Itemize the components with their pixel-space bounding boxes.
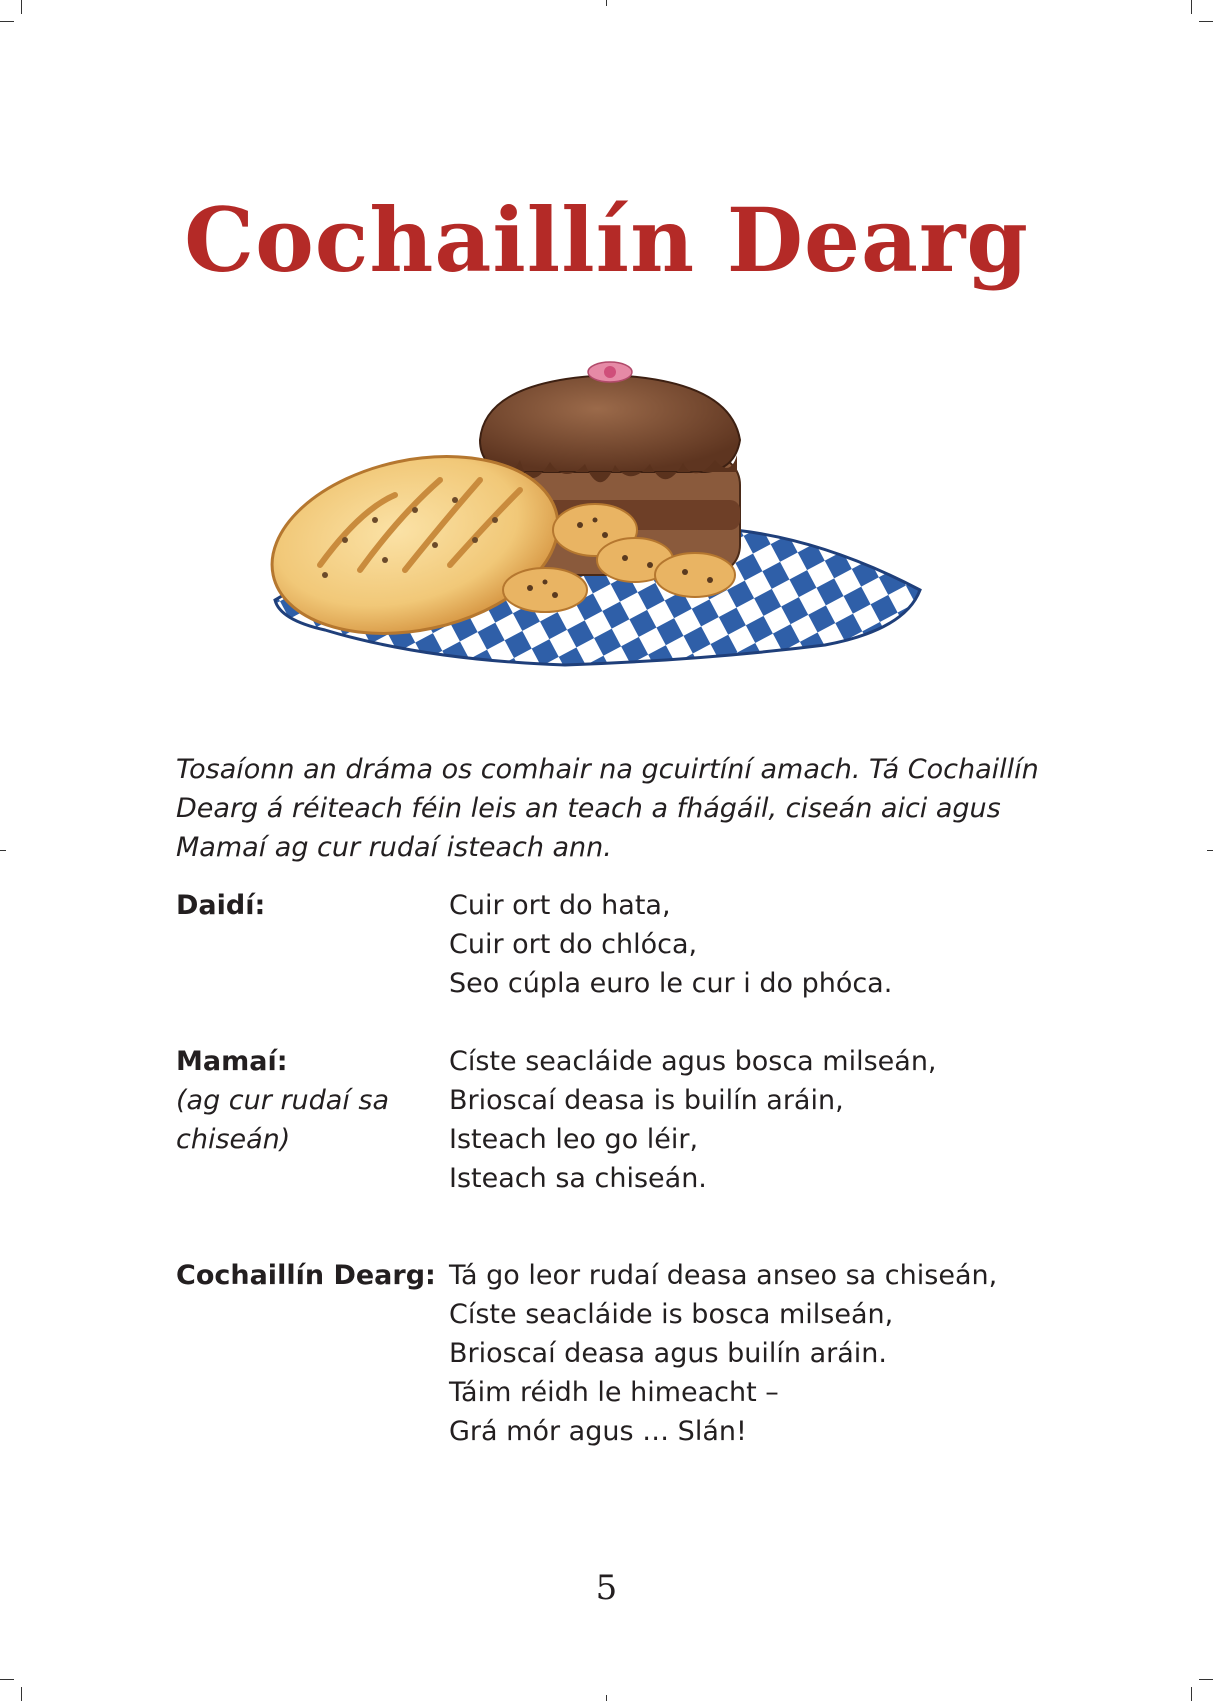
- dialogue-line: Cuir ort do chlóca,: [449, 929, 698, 960]
- dialogue-line: Táim réidh le himeacht –: [449, 1377, 779, 1408]
- dialogue-line: Císte seacláide is bosca milseán,: [449, 1299, 894, 1330]
- crop-mark: [1191, 1687, 1192, 1701]
- dialogue-lines: [449, 1042, 1089, 1198]
- crop-mark: [606, 1695, 607, 1701]
- dialogue-lines: [449, 1256, 1089, 1451]
- crop-mark: [0, 21, 14, 22]
- dialogue-line: Brioscaí deasa agus builín aráin.: [449, 1338, 887, 1369]
- speaker-name: Cochaillín Dearg:: [176, 1260, 436, 1291]
- dialogue-line: Isteach sa chiseán.: [449, 1163, 707, 1194]
- dialogue-line: Tá go leor rudaí deasa anseo sa chiseán,: [449, 1260, 998, 1291]
- page-number: 5: [595, 1568, 618, 1608]
- dialogue-line: Císte seacláide agus bosca milseán,: [449, 1046, 937, 1077]
- speaker-name: Mamaí:: [176, 1046, 288, 1077]
- bow-decoration: [588, 362, 632, 382]
- bakery-illustration: [265, 360, 945, 690]
- dialogue-line: Grá mór agus … Slán!: [449, 1416, 747, 1447]
- crop-mark: [1199, 21, 1213, 22]
- crop-mark: [1207, 850, 1213, 851]
- dialogue-lines: [449, 886, 1089, 1003]
- crop-mark: [1191, 0, 1192, 14]
- crop-mark: [21, 0, 22, 14]
- dialogue-line: Isteach leo go léir,: [449, 1124, 699, 1155]
- crop-mark: [21, 1687, 22, 1701]
- speaker-stage-note: (ag cur rudaí sa chiseán): [176, 1085, 390, 1155]
- dialogue-line: Cuir ort do hata,: [449, 890, 671, 921]
- crop-mark: [0, 1679, 14, 1680]
- crop-mark: [1199, 1679, 1213, 1680]
- dialogue-line: Brioscaí deasa is builín aráin,: [449, 1085, 844, 1116]
- crop-mark: [0, 850, 6, 851]
- page-title: Cochaillín Dearg: [184, 188, 1029, 292]
- stage-direction: Tosaíonn an dráma os comhair na gcuirtíní amach. Tá Cochaillín Dearg á réiteach féin leis an teach a fhágáil, ciseán aici agus Mamaí ag cur rudaí isteach ann.: [176, 754, 1039, 863]
- speaker-name: Daidí:: [176, 890, 266, 921]
- dialogue-line: Seo cúpla euro le cur i do phóca.: [449, 968, 893, 999]
- crop-mark: [606, 0, 607, 6]
